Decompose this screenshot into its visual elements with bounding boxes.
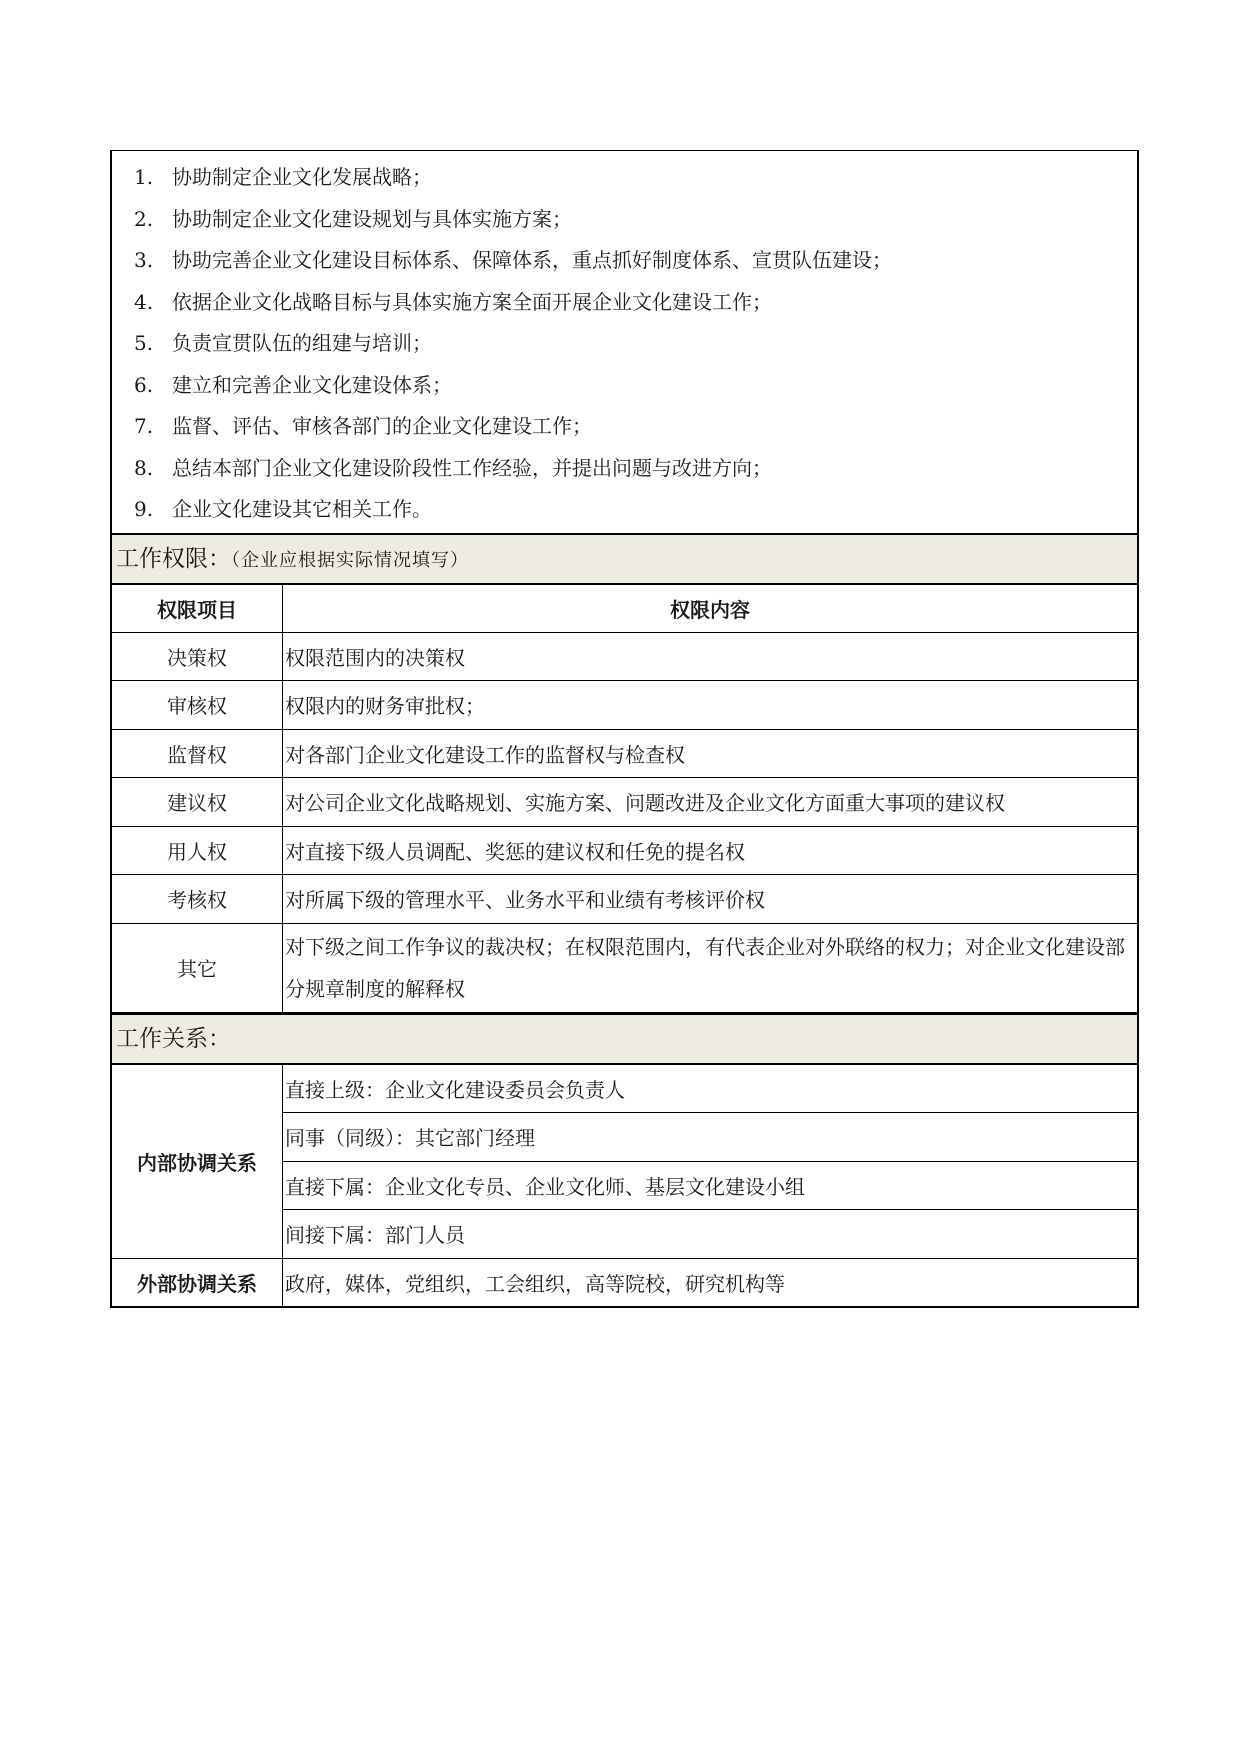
external-relation: 政府，媒体，党组织，工会组织，高等院校，研究机构等 — [285, 1271, 785, 1296]
table-row — [112, 826, 1137, 875]
authority-content: 对所属下级的管理水平、业务水平和业绩有考核评价权 — [283, 875, 1138, 924]
header-content: 权限内容 — [283, 585, 1138, 633]
duty-item: 2. 协助制定企业文化建设规划与具体实施方案； — [134, 206, 572, 231]
internal-relation: 间接下属：部门人员 — [283, 1210, 1138, 1259]
authority-title: 工作权限： — [116, 545, 231, 572]
internal-relation: 同事（同级）：其它部门经理 — [283, 1113, 1138, 1162]
authority-content: 对直接下级人员调配、奖惩的建议权和任免的提名权 — [283, 826, 1138, 875]
duty-item: 3. 协助完善企业文化建设目标体系、保障体系，重点抓好制度体系、宣贯队伍建设； — [134, 248, 892, 272]
duty-item: 4. 依据企业文化战略目标与具体实施方案全面开展企业文化建设工作； — [134, 289, 772, 314]
duty-item: 7. 监督、评估、审核各部门的企业文化建设工作； — [134, 414, 592, 438]
duty-item: 8. 总结本部门企业文化建设阶段性工作经验，并提出问题与改进方向； — [134, 455, 772, 480]
table-row — [112, 1065, 1137, 1113]
duty-item: 1. 协助制定企业文化发展战略； — [134, 165, 432, 189]
authority-content: 对各部门企业文化建设工作的监督权与检查权 — [283, 729, 1138, 778]
duties-list — [112, 151, 1137, 533]
authority-content: 权限范围内的决策权 — [283, 632, 1138, 681]
table-row — [112, 681, 1137, 730]
internal-relation: 直接上级：企业文化建设委员会负责人 — [283, 1065, 1138, 1113]
duty-item: 6. 建立和完善企业文化建设体系； — [134, 372, 452, 397]
authority-item: 建议权 — [112, 778, 283, 827]
authority-item: 监督权 — [112, 729, 283, 778]
authority-item: 考核权 — [112, 875, 283, 924]
relations-title: 工作关系： — [116, 1025, 231, 1052]
authority-item: 其它 — [112, 923, 283, 1012]
authority-section-header — [112, 533, 1137, 585]
relations-table — [112, 1065, 1137, 1307]
table-row — [112, 778, 1137, 827]
table-row — [112, 923, 1137, 1012]
authority-content: 权限内的财务审批权； — [283, 681, 1138, 730]
external-relations-label: 外部协调关系 — [112, 1258, 283, 1306]
internal-relations-label: 内部协调关系 — [112, 1065, 283, 1259]
internal-relation: 直接下属：企业文化专员、企业文化师、基层文化建设小组 — [283, 1161, 1138, 1210]
table-row — [112, 632, 1137, 681]
header-item: 权限项目 — [112, 585, 283, 633]
table-row — [112, 729, 1137, 778]
relations-section-header — [112, 1013, 1137, 1065]
duty-item: 5. 负责宣贯队伍的组建与培训； — [134, 331, 432, 355]
authority-item: 决策权 — [112, 632, 283, 681]
authority-table — [112, 585, 1137, 1013]
authority-note: （企业应根据实际情况填写） — [231, 549, 469, 571]
table-header-row — [112, 585, 1137, 633]
duty-item: 9. 企业文化建设其它相关工作。 — [134, 497, 432, 521]
table-row — [112, 875, 1137, 924]
job-description-sheet — [110, 150, 1139, 1308]
authority-content: 对公司企业文化战略规划、实施方案、问题改进及企业文化方面重大事项的建议权 — [283, 778, 1138, 827]
authority-content: 对下级之间工作争议的裁决权；在权限范围内，有代表企业对外联络的权力；对企业文化建设部分规章制度的解释权 — [283, 923, 1138, 1012]
table-row — [112, 1258, 1137, 1306]
authority-item: 审核权 — [112, 681, 283, 730]
authority-item: 用人权 — [112, 826, 283, 875]
